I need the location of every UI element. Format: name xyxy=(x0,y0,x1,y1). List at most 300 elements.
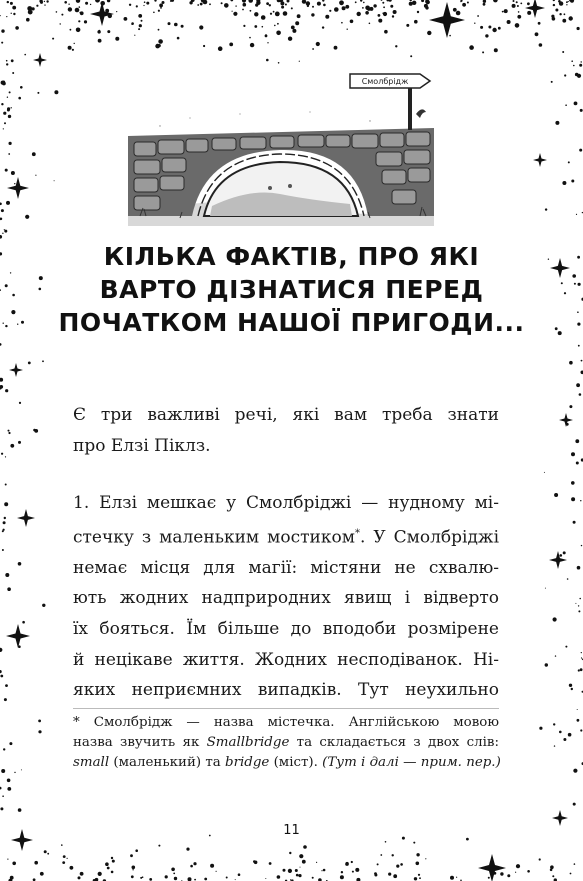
star-dot xyxy=(307,5,309,7)
star-dot xyxy=(570,873,572,875)
star-dot xyxy=(54,90,58,94)
star-dot xyxy=(311,13,314,16)
star-dot xyxy=(281,6,284,9)
text-line: про Елзі Піклз. xyxy=(73,435,211,456)
star-dot xyxy=(300,867,301,868)
star-dot xyxy=(84,20,87,23)
star-dot xyxy=(275,12,280,17)
star-dot xyxy=(132,869,133,870)
star-dot xyxy=(143,5,144,6)
star-dot xyxy=(248,0,253,3)
star-icon xyxy=(90,2,114,26)
star-dot xyxy=(355,1,357,3)
star-dot xyxy=(312,877,314,879)
star-dot xyxy=(412,1,416,5)
star-dot xyxy=(374,872,377,875)
star-dot xyxy=(561,282,563,284)
star-dot xyxy=(0,787,2,790)
star-dot xyxy=(0,378,3,382)
star-dot xyxy=(229,43,233,47)
star-dot xyxy=(426,0,430,4)
star-dot xyxy=(0,252,2,255)
star-dot xyxy=(277,0,281,2)
star-dot xyxy=(4,229,5,230)
star-dot xyxy=(296,874,299,877)
star-dot xyxy=(322,26,324,28)
star-dot xyxy=(70,866,74,870)
star-dot xyxy=(13,13,15,15)
star-dot xyxy=(146,2,149,5)
star-dot xyxy=(2,795,4,797)
star-dot xyxy=(5,169,8,172)
star-dot xyxy=(553,723,555,725)
fact-one-paragraph xyxy=(73,488,499,706)
star-dot xyxy=(406,24,409,27)
star-dot xyxy=(544,472,545,473)
star-dot xyxy=(571,180,574,183)
star-dot xyxy=(8,115,11,118)
star-dot xyxy=(421,0,424,2)
star-dot xyxy=(129,4,131,6)
star-dot xyxy=(203,0,208,4)
star-dot xyxy=(550,869,553,872)
star-dot xyxy=(365,11,369,15)
star-dot xyxy=(61,844,63,846)
star-dot xyxy=(345,5,349,9)
star-dot xyxy=(242,9,244,11)
star-dot xyxy=(554,745,555,746)
star-dot xyxy=(26,18,30,22)
text-line: яких неприємних випадків. Тут неухильно xyxy=(73,680,499,701)
star-dot xyxy=(76,28,81,33)
text-segment: (маленький) та xyxy=(109,755,225,770)
star-dot xyxy=(485,34,488,37)
star-dot xyxy=(390,5,393,8)
star-dot xyxy=(72,49,74,51)
star-dot xyxy=(578,283,581,286)
star-dot xyxy=(483,0,486,3)
star-dot xyxy=(64,1,67,4)
star-dot xyxy=(388,0,391,2)
star-dot xyxy=(174,23,178,27)
star-dot xyxy=(527,870,530,873)
bridge-illustration xyxy=(120,66,442,228)
star-dot xyxy=(571,60,573,62)
star-dot xyxy=(269,862,272,865)
star-dot xyxy=(0,807,3,810)
star-dot xyxy=(568,161,570,163)
star-dot xyxy=(267,42,268,43)
star-dot xyxy=(414,877,417,880)
star-dot xyxy=(11,107,12,108)
star-dot xyxy=(283,869,286,872)
star-dot xyxy=(7,787,11,791)
star-dot xyxy=(232,11,233,12)
star-dot xyxy=(15,26,19,30)
star-dot xyxy=(67,858,68,859)
star-dot xyxy=(555,327,558,330)
star-dot xyxy=(289,852,291,854)
star-dot xyxy=(579,64,582,67)
star-dot xyxy=(560,554,563,557)
star-dot xyxy=(527,11,531,15)
star-dot xyxy=(456,11,461,16)
star-dot xyxy=(76,0,80,3)
star-icon xyxy=(478,854,506,881)
star-dot xyxy=(480,26,483,29)
star-dot xyxy=(460,1,461,2)
star-dot xyxy=(224,3,229,8)
star-dot xyxy=(22,621,25,624)
star-dot xyxy=(329,10,331,12)
star-icon xyxy=(549,551,567,569)
heading-line: ВАРТО ДІЗНАТИСЯ ПЕРЕД xyxy=(99,275,484,304)
star-dot xyxy=(80,872,84,876)
star-dot xyxy=(565,646,567,648)
star-dot xyxy=(558,331,562,335)
star-dot xyxy=(569,405,572,408)
star-dot xyxy=(345,862,349,866)
star-dot xyxy=(290,879,291,880)
star-dot xyxy=(98,0,99,1)
star-dot xyxy=(158,845,160,847)
star-dot xyxy=(482,51,484,53)
star-dot xyxy=(11,59,14,62)
star-dot xyxy=(44,4,45,5)
star-dot xyxy=(12,6,16,10)
star-dot xyxy=(520,3,522,5)
star-dot xyxy=(39,0,42,3)
star-dot xyxy=(374,874,377,877)
star-dot xyxy=(416,853,419,856)
chapter-heading xyxy=(40,240,543,339)
star-dot xyxy=(378,19,382,23)
star-dot xyxy=(32,152,36,156)
star-icon xyxy=(559,413,573,427)
star-dot xyxy=(559,731,562,734)
star-dot xyxy=(4,502,8,506)
star-dot xyxy=(535,32,539,36)
star-dot xyxy=(3,128,4,129)
star-dot xyxy=(160,7,162,9)
star-dot xyxy=(42,604,45,607)
star-dot xyxy=(538,22,541,25)
star-dot xyxy=(8,153,10,155)
star-dot xyxy=(551,81,553,83)
text-segment: та складається з двох слів: xyxy=(289,735,499,750)
star-dot xyxy=(564,74,566,76)
star-dot xyxy=(581,360,583,362)
star-dot xyxy=(551,15,554,18)
star-dot xyxy=(131,875,134,878)
star-dot xyxy=(351,861,353,863)
star-dot xyxy=(312,6,314,8)
star-dot xyxy=(424,4,428,8)
star-dot xyxy=(360,0,362,2)
star-dot xyxy=(450,876,454,880)
star-dot xyxy=(100,1,105,6)
star-dot xyxy=(203,45,205,47)
star-dot xyxy=(0,675,3,678)
star-dot xyxy=(334,46,338,50)
star-dot xyxy=(95,0,100,3)
star-dot xyxy=(504,9,508,13)
star-dot xyxy=(62,861,65,864)
english-word: bridge xyxy=(225,755,270,770)
star-dot xyxy=(545,208,547,210)
star-dot xyxy=(577,74,581,78)
star-dot xyxy=(539,858,541,860)
star-dot xyxy=(575,603,576,604)
star-dot xyxy=(132,866,136,870)
star-dot xyxy=(569,18,570,19)
star-dot xyxy=(466,838,469,841)
star-dot xyxy=(382,12,384,14)
star-dot xyxy=(493,0,498,2)
star-dot xyxy=(218,46,223,51)
star-icon xyxy=(9,363,23,377)
star-dot xyxy=(357,12,361,16)
star-dot xyxy=(469,45,474,50)
star-dot xyxy=(193,862,196,865)
star-dot xyxy=(352,871,354,873)
star-dot xyxy=(539,43,543,47)
star-dot xyxy=(262,26,264,28)
star-dot xyxy=(291,26,295,30)
star-dot xyxy=(341,871,343,873)
star-dot xyxy=(575,439,579,443)
star-dot xyxy=(235,5,236,6)
star-dot xyxy=(494,48,498,52)
star-dot xyxy=(44,1,45,2)
star-dot xyxy=(346,862,349,865)
star-dot xyxy=(28,10,33,15)
star-dot xyxy=(395,45,397,47)
star-dot xyxy=(162,1,165,4)
star-dot xyxy=(446,22,449,25)
star-dot xyxy=(158,39,163,44)
star-dot xyxy=(243,25,245,27)
star-dot xyxy=(46,0,48,2)
star-dot xyxy=(27,6,32,11)
star-dot xyxy=(63,855,66,858)
star-dot xyxy=(418,874,420,876)
star-dot xyxy=(280,1,284,5)
star-dot xyxy=(362,7,364,9)
star-dot xyxy=(1,42,3,44)
star-dot xyxy=(1,29,4,32)
star-icon xyxy=(533,153,547,167)
star-dot xyxy=(425,0,429,4)
star-dot xyxy=(9,742,12,745)
star-dot xyxy=(226,877,228,879)
star-dot xyxy=(545,663,548,666)
star-dot xyxy=(517,5,519,7)
star-dot xyxy=(573,65,575,67)
star-dot xyxy=(419,877,421,879)
star-dot xyxy=(276,31,281,36)
star-dot xyxy=(312,48,314,50)
star-dot xyxy=(291,7,293,9)
star-dot xyxy=(488,877,490,879)
star-dot xyxy=(369,7,373,11)
text-segment: . У Смолбріджі xyxy=(359,527,500,548)
star-dot xyxy=(10,444,14,448)
star-dot xyxy=(75,8,80,13)
star-dot xyxy=(141,20,143,22)
star-dot xyxy=(12,72,14,74)
star-dot xyxy=(577,311,579,313)
star-dot xyxy=(36,5,38,7)
star-dot xyxy=(61,14,63,16)
star-dot xyxy=(111,871,114,874)
star-dot xyxy=(4,230,7,233)
star-dot xyxy=(79,6,81,8)
star-dot xyxy=(3,748,5,750)
star-dot xyxy=(68,7,72,11)
star-dot xyxy=(392,854,394,856)
star-dot xyxy=(516,1,518,3)
star-dot xyxy=(316,862,317,863)
footnote xyxy=(73,713,499,773)
star-dot xyxy=(456,877,457,878)
star-dot xyxy=(467,2,469,4)
star-icon xyxy=(6,624,30,648)
star-dot xyxy=(410,0,412,1)
star-dot xyxy=(340,875,344,879)
star-dot xyxy=(387,0,390,1)
star-dot xyxy=(190,865,193,868)
star-dot xyxy=(3,529,5,531)
star-dot xyxy=(79,12,81,14)
star-dot xyxy=(171,868,175,872)
star-dot xyxy=(564,13,566,15)
star-dot xyxy=(7,97,8,98)
star-dot xyxy=(576,383,580,387)
star-dot xyxy=(111,857,113,859)
star-dot xyxy=(254,861,258,865)
star-icon xyxy=(550,258,570,278)
star-dot xyxy=(571,497,575,501)
star-dot xyxy=(34,429,38,433)
star-dot xyxy=(581,61,582,62)
star-dot xyxy=(265,878,266,879)
star-dot xyxy=(186,848,189,851)
star-dot xyxy=(559,13,561,15)
star-dot xyxy=(18,97,21,100)
star-dot xyxy=(553,4,555,6)
star-dot xyxy=(298,874,301,877)
star-dot xyxy=(107,30,110,33)
star-dot xyxy=(31,7,34,10)
star-dot xyxy=(14,183,15,184)
star-dot xyxy=(382,2,384,4)
star-dot xyxy=(558,0,561,3)
star-dot xyxy=(2,549,4,551)
star-dot xyxy=(18,441,21,444)
star-dot xyxy=(569,0,572,2)
star-dot xyxy=(339,0,344,5)
star-dot xyxy=(355,868,359,872)
star-dot xyxy=(68,46,72,50)
star-dot xyxy=(539,727,542,730)
star-dot xyxy=(70,29,72,31)
star-dot xyxy=(38,720,41,723)
star-dot xyxy=(9,91,11,93)
star-dot xyxy=(416,862,420,866)
star-dot xyxy=(194,879,196,881)
star-dot xyxy=(170,0,172,2)
star-dot xyxy=(5,389,8,392)
star-dot xyxy=(18,562,22,566)
star-dot xyxy=(52,38,54,40)
star-dot xyxy=(569,684,572,687)
star-dot xyxy=(266,2,269,5)
star-dot xyxy=(578,605,579,606)
star-dot xyxy=(577,719,580,722)
star-dot xyxy=(552,875,554,877)
star-dot xyxy=(204,878,207,881)
star-dot xyxy=(292,29,296,33)
star-dot xyxy=(577,566,581,570)
star-dot xyxy=(138,28,140,30)
star-dot xyxy=(579,149,582,152)
english-word: small xyxy=(73,755,110,770)
star-dot xyxy=(552,17,556,21)
star-dot xyxy=(425,858,426,859)
star-dot xyxy=(144,1,146,3)
signpost-label: Смолбрідж xyxy=(361,77,409,86)
heading-line: КІЛЬКА ФАКТІВ, ПРО ЯКІ xyxy=(103,242,480,271)
star-dot xyxy=(277,875,281,879)
star-dot xyxy=(488,26,491,29)
star-dot xyxy=(580,729,582,731)
star-dot xyxy=(568,1,569,2)
star-dot xyxy=(567,578,569,580)
star-dot xyxy=(545,588,546,589)
star-dot xyxy=(285,4,287,6)
star-dot xyxy=(124,17,128,21)
star-dot xyxy=(360,0,362,1)
star-dot xyxy=(377,863,379,865)
star-icon xyxy=(33,53,47,67)
star-dot xyxy=(171,0,172,1)
star-dot xyxy=(135,849,138,852)
star-dot xyxy=(131,22,134,25)
star-dot xyxy=(383,6,385,8)
star-dot xyxy=(553,617,557,621)
star-dot xyxy=(279,0,283,2)
star-dot xyxy=(563,738,566,741)
star-dot xyxy=(425,6,428,9)
star-dot xyxy=(18,645,21,648)
star-dot xyxy=(80,11,84,15)
star-dot xyxy=(577,27,580,30)
star-dot xyxy=(577,256,580,259)
star-dot xyxy=(21,769,22,770)
star-dot xyxy=(37,92,39,94)
text-segment: (міст). xyxy=(269,755,323,770)
text-line: й нецікаве життя. Жодних несподіванок. Ні- xyxy=(73,649,499,670)
footnote-line: * Смолбрідж — назва містечка. Англійською мовою xyxy=(73,715,499,730)
translator-note: (Тут і далі — прим. пер.) xyxy=(322,755,501,770)
text-line: їх бояться. Їм більше до вподоби розмірене xyxy=(73,619,499,640)
star-dot xyxy=(299,854,303,858)
star-dot xyxy=(347,29,348,30)
star-dot xyxy=(98,30,100,32)
footnote-line xyxy=(73,733,499,753)
star-dot xyxy=(283,11,288,16)
